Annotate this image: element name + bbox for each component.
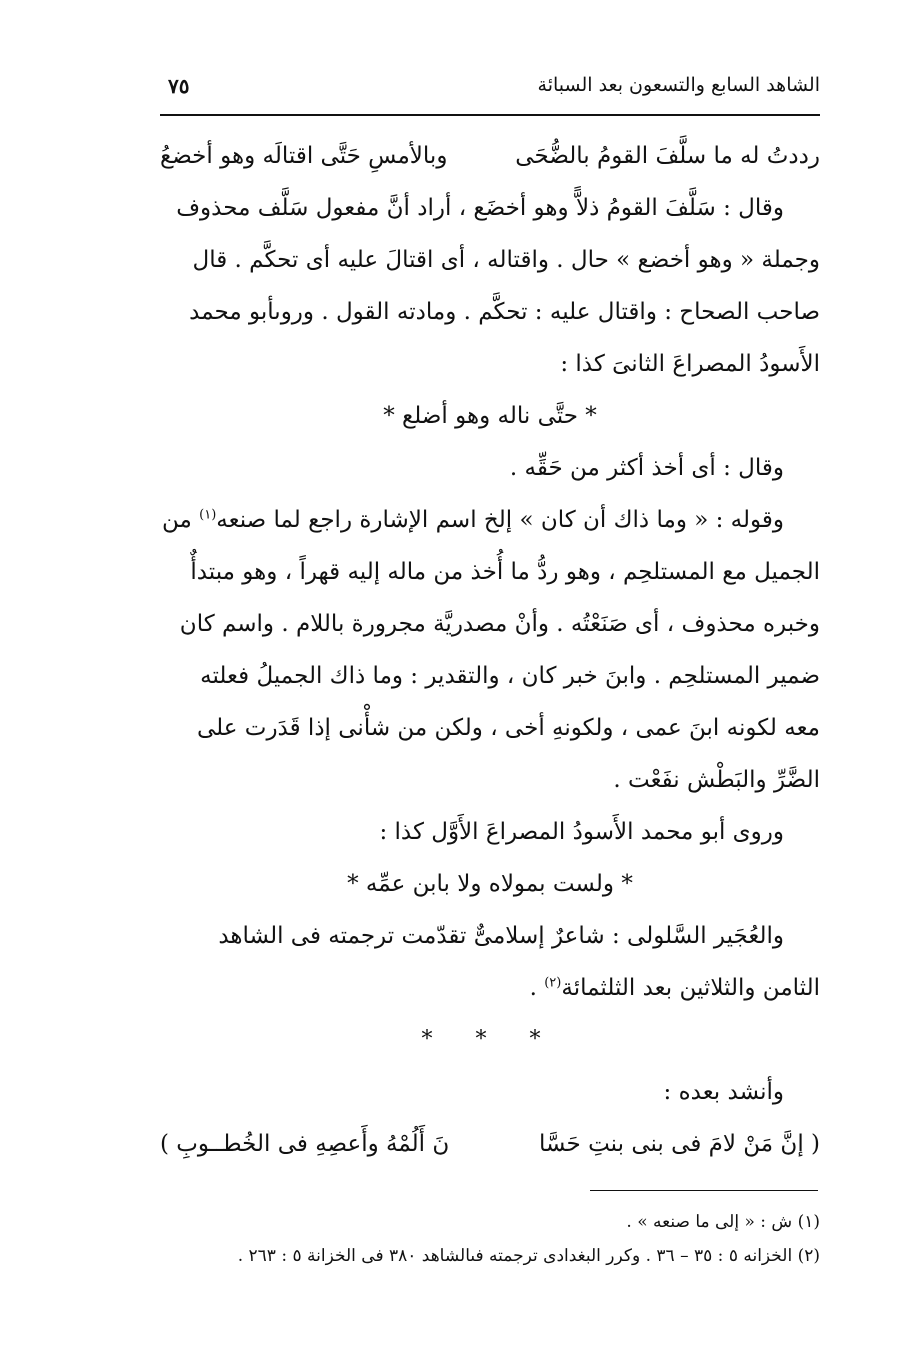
footnote-1: (١) ش : « إلى ما صنعه » . (626, 1212, 820, 1232)
text-line: صاحب الصحاح : واقتال عليه : تحكَّم . ومادته القول . وروىأبو محمد (189, 299, 820, 325)
verse-second-hemistich: نَ أَلُمْهُ وأَعصِهِ فى الخُطــوبِ ) (160, 1131, 450, 1157)
text-segment: من (161, 507, 200, 533)
text-line: الأَسودُ المصراعَ الثانىَ كذا : (560, 351, 820, 377)
text-line: وقال : سَلَّفَ القومُ ذلاًّ وهو أخضَع ، أراد أنَّ مفعول سَلَّف محذوف (176, 195, 784, 221)
verse-first-hemistich: رددتُ له ما سلَّفَ القومُ بالضُّحَى (515, 143, 820, 169)
page-number: ٧٥ (168, 74, 190, 98)
footnotes (160, 1205, 820, 1273)
text-line: ضمير المستلحِم . وابنَ خبر كان ، والتقدير : وما ذاك الجميلُ فعلته (200, 663, 820, 689)
footnote-divider (590, 1190, 818, 1191)
text-line: والعُجَير السَّلولى : شاعرٌ إسلامىٌّ تقدّمت ترجمته فى الشاهد (218, 923, 784, 949)
text-segment: الثامن والثلاثين بعد الثلثمائة (561, 975, 820, 1001)
text-line: معه لكونه ابنَ عمى ، ولكونهِ أخى ، ولكن من شأْنى إذا قَدَرت على (196, 715, 820, 741)
text-line (160, 962, 820, 1014)
text-line: وجملة « وهو أخضع » حال . واقتاله ، أى اقتالَ عليه أى تحكَّم . قال (192, 247, 820, 273)
quoted-hemistich: * حتَّى ناله وهو أضلع * (383, 403, 597, 429)
section-separator: * * * (421, 1027, 559, 1052)
running-title: الشاهد السابع والتسعون بعد السبائة (537, 74, 820, 96)
quoted-hemistich: * ولست بمولاه ولا بابن عمِّه * (347, 871, 633, 897)
text-line (160, 494, 820, 546)
header-divider (160, 114, 820, 116)
text-line: وروى أبو محمد الأَسودُ المصراعَ الأَوَّل كذا : (379, 819, 784, 845)
text-line: الجميل مع المستلحِم ، وهو ردُّ ما أُخذ من ماله إليه قهراً ، وهو مبتدأٌ (190, 559, 820, 585)
verse-second-hemistich: وبالأمسِ حَتَّى اقتالَه وهو أخضعُ (160, 143, 448, 169)
footnote-reference[interactable]: (٢) (544, 975, 562, 991)
text-line: وقال : أى أخذ أكثر من حَقِّه . (509, 455, 784, 481)
footnote-reference[interactable]: (١) (199, 507, 217, 523)
text-segment: وقوله : « وما ذاك أن كان » إلخ اسم الإشارة راجع لما صنعه (216, 507, 784, 533)
text-line: الضَّرِّ والبَطْش نفَعْت . (613, 767, 820, 793)
footnote-2: (٢) الخزانه ٥ : ٣٥ – ٣٦ . وكرر البغدادى ترجمته فىالشاهد ٣٨٠ فى الخزانة ٥ : ٢٦٣ . (237, 1246, 820, 1266)
text-line: وأنشد بعده : (663, 1079, 784, 1105)
main-text (160, 130, 820, 1170)
verse-first-hemistich: ( إنَّ مَنْ لامَ فى بنى بنتِ حَسَّا (539, 1131, 820, 1157)
verse-line (160, 130, 820, 182)
text-line: وخبره محذوف ، أى صَنَعْتُه . وأنْ مصدريَّة مجرورة باللام . واسم كان (179, 611, 820, 637)
page-header (160, 72, 820, 104)
text-segment: . (529, 975, 545, 1001)
verse-line (160, 1118, 820, 1170)
